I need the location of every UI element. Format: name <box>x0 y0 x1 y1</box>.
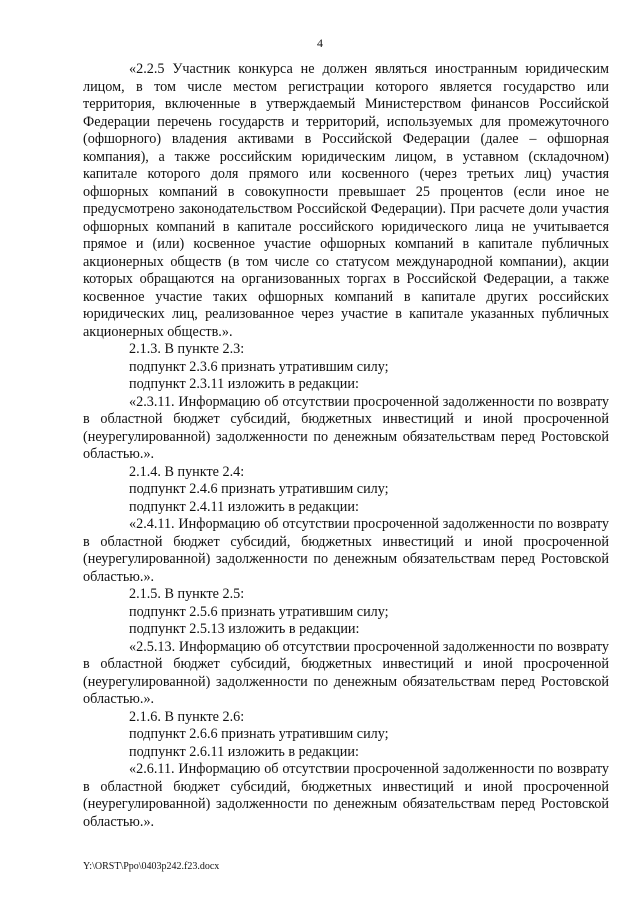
page-number: 4 <box>317 36 323 50</box>
paragraph-item: подпункт 2.5.6 признать утратившим силу; <box>129 603 389 620</box>
footer-file-path: Y:\ORST\Ppo\0403p242.f23.docx <box>83 861 220 872</box>
paragraph-quoted-2-3-11: «2.3.11. Информацию об отсутствии просроченной задолженности по возврату в областной бюджет субсидий, бюджетных инвестиций и иной просроченной (неурегулированной) задолженности по денежным обязательствам перед Ростовской областью.». <box>83 393 609 462</box>
paragraph-item: подпункт 2.6.11 изложить в редакции: <box>129 743 359 760</box>
paragraph-quoted-2-6-11: «2.6.11. Информацию об отсутствии просроченной задолженности по возврату в областной бюджет субсидий, бюджетных инвестиций и иной просроченной (неурегулированной) задолженности по денежным обязательствам перед Ростовской областью.». <box>83 761 609 830</box>
paragraph-item: подпункт 2.5.13 изложить в редакции: <box>129 621 360 637</box>
paragraph-item: подпункт 2.3.11 изложить в редакции: <box>129 376 359 392</box>
paragraph-2-2-5: «2.2.5 Участник конкурса не должен являться иностранным юридическим лицом, в том числе местом регистрации которого является государство или территория, включенные в утверждаемый Министерством финансов Российской Федерации перечень государств и территорий, используемых для промежуточного (офшорного) владения активами в Российской Федерации (далее – офшорная компания), а также российским юридическим лицом, в уставном (складочном) капитале которого доля прямого или косвенного (через третьих лиц) участия офшорных компаний в совокупности превышает 25 процентов (если иное не предусмотрено законодательством Российской Федерации). При расчете доли участия офшорных компаний в капитале российского юридического лица не учитывается прямое и (или) косвенное участие офшорных компаний в капитале публичных акционерных обществ (в том числе со статусом международной компании), акции которых обращаются на организованных торгах в Российской Федерации, а также косвенное участие таких офшорных компаний в капитале других российских юридических лиц, реализованное через участие в капитале указанных публичных акционерных обществ.». <box>83 61 609 340</box>
paragraph-item: подпункт 2.6.6 признать утратившим силу; <box>129 726 389 742</box>
paragraph-heading-2-1-5: 2.1.5. В пункте 2.5: <box>129 586 245 602</box>
paragraph-heading-2-1-6: 2.1.6. В пункте 2.6: <box>129 708 245 725</box>
paragraph-item: подпункт 2.3.6 признать утратившим силу; <box>129 358 389 375</box>
paragraph-quoted-2-4-11: «2.4.11. Информацию об отсутствии просроченной задолженности по возврату в областной бюджет субсидий, бюджетных инвестиций и иной просроченной (неурегулированной) задолженности по денежным обязательствам перед Ростовской областью.». <box>83 516 609 585</box>
paragraph-item: подпункт 2.4.11 изложить в редакции: <box>129 498 359 515</box>
paragraph-heading-2-1-4: 2.1.4. В пункте 2.4: <box>129 463 245 480</box>
paragraph-item: подпункт 2.4.6 признать утратившим силу; <box>129 481 389 497</box>
paragraph-heading-2-1-3: 2.1.3. В пункте 2.3: <box>129 341 245 357</box>
paragraph-quoted-2-5-13: «2.5.13. Информацию об отсутствии просроченной задолженности по возврату в областной бюджет субсидий, бюджетных инвестиций и иной просроченной (неурегулированной) задолженности по денежным обязательствам перед Ростовской областью.». <box>83 638 609 707</box>
document-body <box>83 61 609 831</box>
